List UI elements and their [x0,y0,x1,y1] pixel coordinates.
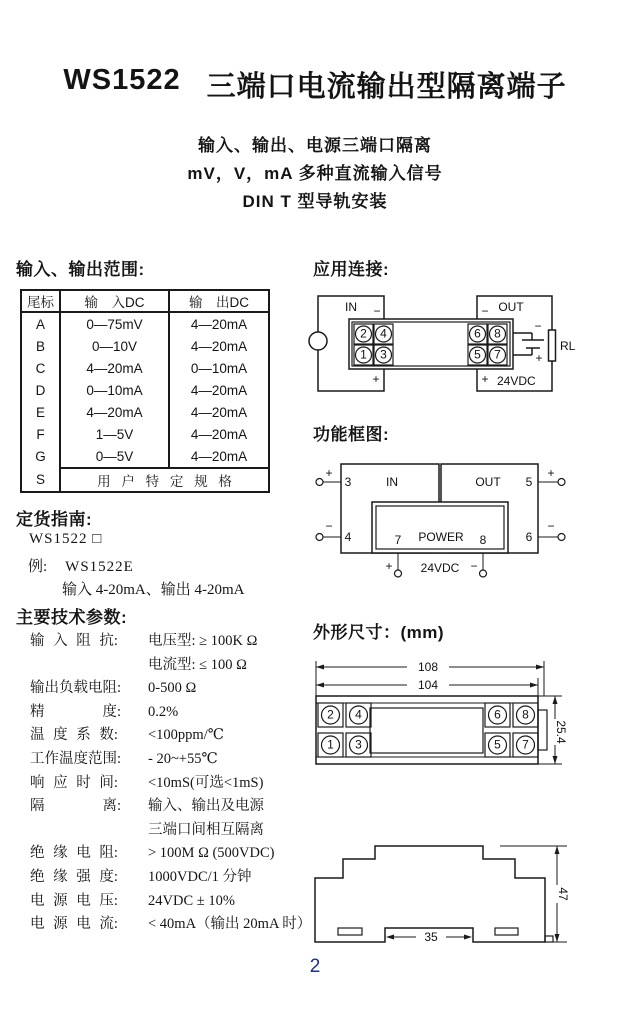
dimension-side-view [295,838,625,963]
side-tab [538,710,547,750]
example-label: 例: [28,559,48,575]
page-title [0,64,630,105]
terminal-4: 4 [380,326,387,341]
param-value: > 100M Ω (500VDC) [148,845,275,862]
suffix-cell: F [21,423,60,445]
page-number: 2 [309,956,321,977]
input-cell: 4—20mA [60,401,169,423]
terminal-5: 5 [494,737,501,752]
param-label: 绝 缘 电 阻: [30,845,118,862]
input-cell: 0—10V [60,335,169,357]
col-header-suffix: 尾标 [21,290,60,312]
subtitle-block [0,132,630,216]
param-label: 温 度 系 数: [30,727,118,744]
terminal-7: 7 [522,737,529,752]
param-label [30,654,148,678]
param-value: < 40mA（输出 20mA 时） [148,916,312,933]
connection-heading: 应用连接: [313,260,390,279]
param-label: 电 源 电 压: [30,892,118,909]
terminal-7: 7 [394,533,402,547]
param-value: 电流型: ≤ 100 Ω [148,656,247,673]
supply-plus-sign: + [481,372,489,386]
suffix-cell: G [21,445,60,468]
example-model: WS1522E [65,559,134,575]
load-resistor-icon [549,330,556,361]
dimensions-heading: 外形尺寸：(mm) [313,623,445,642]
param-label: 工作温度范围: [30,750,122,767]
terminal-6: 6 [494,707,501,722]
param-value: 电压型: ≥ 100K Ω [148,633,258,649]
terminal-3: 3 [380,347,387,362]
output-cell: 4—20mA [190,426,248,442]
out-label: OUT [475,475,501,489]
table-row [21,379,269,401]
param-value: <10mS(可选<1mS) [148,774,264,791]
out-minus-sign: − [481,304,489,318]
output-cell: 4—20mA [190,316,248,332]
terminal-1: 1 [360,347,367,362]
output-cell: 4—20mA [190,382,248,398]
parameters-heading: 主要技术参数: [16,608,128,627]
param-value: 0.2% [148,703,179,720]
suffix-cell: S [21,468,60,492]
supply-minus-sign: − [470,559,478,573]
terminal-8: 8 [479,533,487,547]
terminal-6: 6 [525,530,533,544]
terminal-5: 5 [474,347,481,362]
param-row [30,913,310,937]
col-header-input: 输 入DC [60,290,169,312]
param-row [30,701,310,725]
out-minus-sign: − [547,519,555,533]
param-row [30,866,310,890]
suffix-cell: A [21,312,60,335]
subtitle-line: DIN T 型导轨安装 [242,192,388,211]
input-cell: 0—5V [60,445,169,468]
terminal-7: 7 [494,347,501,362]
terminal-5: 5 [525,475,533,489]
suffix-cell: E [21,401,60,423]
param-row [30,654,310,678]
in-minus-sign: − [325,519,333,533]
output-cell: 0—10mA [190,360,248,376]
terminal-2: 2 [327,707,334,722]
subtitle-line: mV，V，mA 多种直流输入信号 [187,164,443,183]
input-cell: 0—75mV [60,312,169,335]
product-name: 三端口电流输出型隔离端子 [206,71,567,103]
table-row [21,401,269,423]
param-value: - 20~+55℃ [148,750,218,767]
supply-voltage-label: 24VDC [420,561,460,575]
in-label: IN [345,300,357,314]
ordering-example [28,555,134,576]
table-row [21,335,269,357]
param-row [30,890,310,914]
terminal-6: 6 [474,326,481,341]
output-cell: 4—20mA [190,404,248,420]
application-connection-diagram [295,283,625,418]
table-row [21,312,269,335]
model-number: WS1522 [63,64,181,96]
table-row [21,423,269,445]
mounting-slot-right [495,928,518,935]
battery-minus-sign: − [534,319,542,333]
mounting-slot-left [338,928,362,935]
terminal-4: 4 [355,707,362,722]
suffix-cell: B [21,335,60,357]
suffix-cell: C [21,357,60,379]
terminal-3: 3 [355,737,362,752]
param-row [30,630,310,654]
io-range-table [20,289,270,493]
module-top-view [316,696,538,764]
table-row-custom [21,468,269,492]
in-minus-sign: − [373,304,381,318]
table-row [21,445,269,468]
battery-plus-sign: + [535,351,543,365]
side-height-dim: 47 [556,887,570,901]
power-label: POWER [418,530,464,544]
param-row [30,772,310,796]
terminal-3: 3 [344,475,352,489]
in-plus-sign: + [325,466,333,480]
rail-width-dim: 35 [424,930,438,944]
param-row [30,842,310,866]
terminal-2: 2 [360,326,367,341]
param-label: 输 入 阻 抗: [30,633,118,649]
terminal-1: 1 [327,737,334,752]
power-block [372,502,508,553]
param-row [30,819,310,843]
suffix-cell: D [21,379,60,401]
col-header-output: 输 出DC [169,290,269,312]
overall-width-dim: 108 [417,660,439,674]
input-cell: 4—20mA [60,357,169,379]
subtitle-line: 输入、输出、电源三端口隔离 [198,136,432,155]
param-label: 精 度: [30,703,122,720]
table-row [21,357,269,379]
param-row [30,724,310,748]
input-cell: 1—5V [60,423,169,445]
function-block-heading: 功能框图: [313,425,390,444]
rail-clip-foot [545,936,553,942]
param-value: 0-500 Ω [148,680,197,697]
param-value: 24VDC ± 10% [148,892,235,909]
input-cell: 0—10mA [60,379,169,401]
ordering-example-desc: 输入 4-20mA、输出 4-20mA [62,582,245,598]
param-value: 1000VDC/1 分钟 [148,868,252,885]
function-block-diagram [295,440,625,592]
param-value: 输入、输出及电源 [148,798,264,815]
body-width-dim: 104 [417,678,439,692]
custom-spec-cell: 用 户 特 定 规 格 [60,468,269,492]
load-label: RL [560,339,576,353]
param-row [30,795,310,819]
output-cell: 4—20mA [190,338,248,354]
output-cell: 4—20mA [190,448,248,464]
param-label: 输出负载电阻: [30,680,122,697]
terminal-8: 8 [494,326,501,341]
param-value: 三端口间相互隔离 [148,821,264,838]
terminal-8: 8 [522,707,529,722]
table-header-row [21,290,269,312]
in-label: IN [386,475,398,489]
dimension-top-view [295,648,625,778]
body-height-dim: 25.4 [554,720,568,744]
param-label: 电 源 电 流: [30,916,118,933]
supply-voltage-label: 24VDC [497,374,536,388]
param-row [30,677,310,701]
out-label: OUT [498,300,524,314]
param-label: 响 应 时 间: [30,774,118,791]
terminal-4: 4 [344,530,352,544]
out-plus-sign: + [547,466,555,480]
io-range-heading: 输入、输出范围: [16,260,145,279]
param-label [30,819,148,843]
param-label: 绝 缘 强 度: [30,868,118,885]
ordering-model: WS1522 □ [29,531,103,547]
supply-plus-sign: + [385,559,393,573]
parameters-list [30,630,310,937]
signal-source-icon [309,332,327,350]
param-label: 隔 离: [30,798,122,815]
ordering-heading: 定货指南: [16,510,93,529]
in-plus-sign: + [372,372,380,386]
param-row [30,748,310,772]
param-value: <100ppm/℃ [148,727,224,744]
